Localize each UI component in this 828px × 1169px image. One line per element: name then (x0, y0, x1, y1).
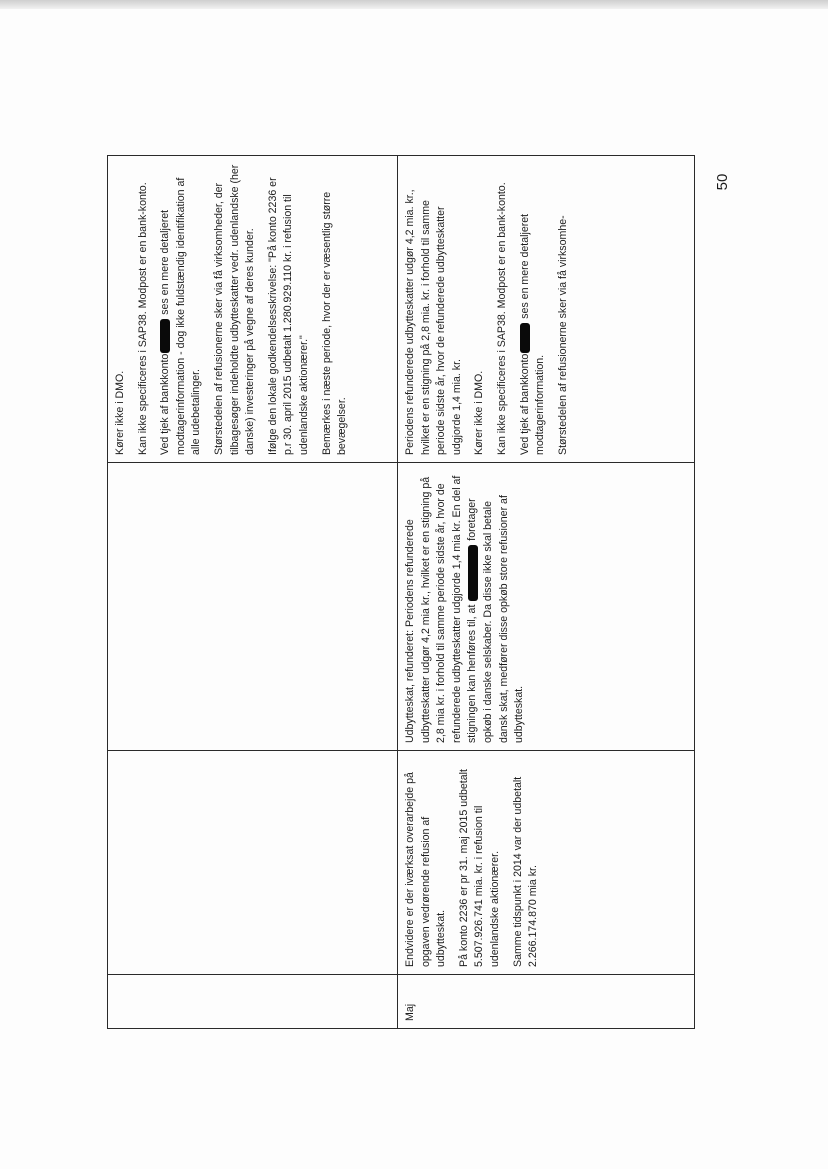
text-fragment: Ved tjek af bankkonto (159, 353, 172, 455)
redaction-mark (520, 323, 530, 353)
table-paragraph (158, 163, 205, 455)
analysis-cell (398, 463, 695, 751)
rotated-table-container (107, 156, 694, 1029)
table-paragraph: Kører ikke i DMO. (114, 370, 126, 455)
table-paragraph: Størstedelen af refusionerne sker via få virksomheder, der tilbagesøger indeholdte udbytteskatter vedr. udenlandske (her danske) investeringer på vegne af deres kunder. (212, 164, 257, 455)
comment-cell (398, 156, 695, 463)
table-paragraph: Periodens refunderede udbytteskatter udgør 4,2 mia. kr., hvilket er en stigning på 2,8 mia. kr. i forhold til samme periode sidste år, hvor de refunderede udbytteskatter udgjorde 1,4 mia. kr. (404, 189, 463, 455)
table-paragraph: Kan ikke specificeres i SAP38. Modpost er en bank-konto. (495, 182, 508, 455)
table-paragraph (403, 470, 528, 743)
page-number: 50 (714, 173, 731, 191)
table-paragraph (518, 163, 549, 455)
table-paragraph: Kører ikke i DMO. (473, 370, 486, 455)
month-cell (108, 975, 398, 1029)
text-fragment: Ved tjek af bankkonto (518, 353, 531, 455)
table-paragraph: Ifølge den lokale godkendelsesskrivelse: "På konto 2236 er p.r 30. april 2015 udbetalt 1.280.929.110 kr. i refusion til udenlandske aktionærer." (266, 177, 310, 455)
table-paragraph: Samme tidspunkt i 2014 var der udbetalt 2.266.174.870 mia kr. (511, 776, 540, 967)
redaction-mark (160, 319, 170, 353)
scan-edge (0, 0, 828, 9)
month-cell: Maj (398, 975, 695, 1029)
text-fragment: Udbytteskat, refunderet: Periodens refunderede udbytteskatter udgør 4,2 mia kr., hvilket er en stigning på 2,8 mia kr. i forhold til samme periode sidste år, hvor de refunderede udbytteskatter udgjorde 1,4 mia kr. En del af stigningen kan henføres til, at (404, 475, 479, 743)
analysis-cell (108, 463, 398, 751)
text-fragment: ses en mere detaljeret modtagerinformation. (518, 213, 547, 455)
text-fragment: ses en mere detaljeret modtagerinformation - dog ikke fuldstændig identifikation af alle udebetalinger. (159, 177, 203, 455)
redaction-mark (468, 545, 478, 601)
text-fragment: foretager opkøb i danske selskaber. Da disse ikke skal betale dansk skat, medfører disse opkøb store refusioner af udbytteskat. (466, 495, 526, 743)
observation-cell (398, 751, 695, 975)
observation-cell (108, 751, 398, 975)
table-paragraph: Kan ikke specificeres i SAP38. Modpost er en bank-konto. (136, 182, 149, 455)
report-table (107, 155, 695, 1029)
table-paragraph: Endvidere er der iværksat overarbejde på opgaven vedrørende refusion af udbytteskat. (404, 772, 448, 967)
table-paragraph: Størstedelen af refusionerne sker via få virksomhe- (556, 215, 569, 455)
table-paragraph: På konto 2236 er pr 31. maj 2015 udbetalt 5.507.926.741 mia. kr. i refusion til udenlandske aktionærer. (457, 769, 501, 967)
table-row (398, 156, 695, 1029)
table-paragraph: Bemærkes i næste periode, hvor der er væsentlig større bevægelser. (320, 191, 349, 455)
table-row (108, 156, 398, 1029)
comment-cell (108, 156, 398, 463)
